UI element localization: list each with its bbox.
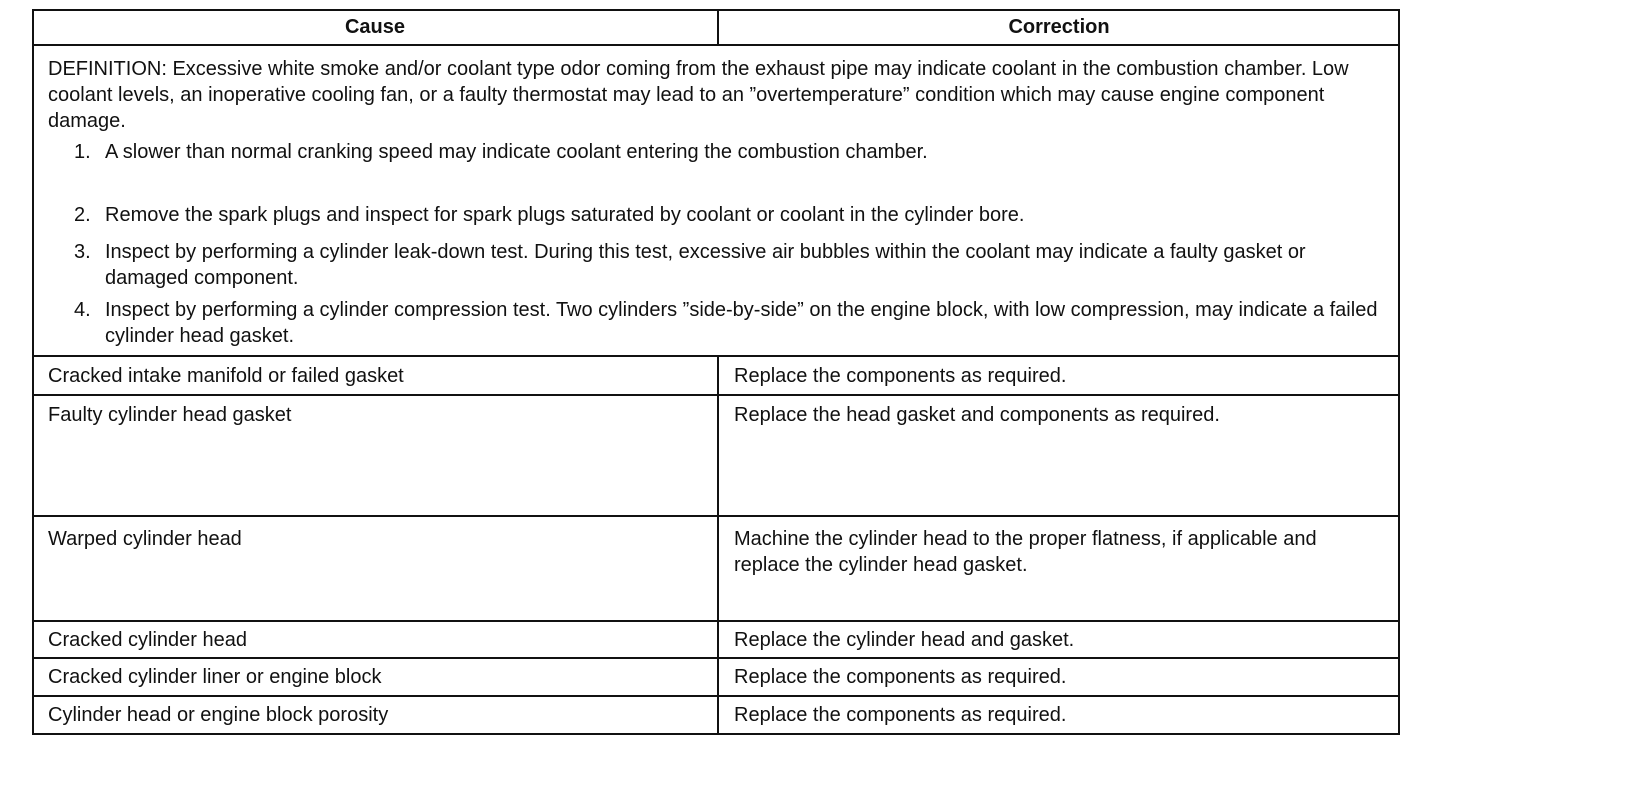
correction-cell: Replace the head gasket and components as required. xyxy=(734,404,1220,426)
cause-cell: Cylinder head or engine block porosity xyxy=(48,704,389,726)
step-text: Remove the spark plugs and inspect for spark plugs saturated by coolant or coolant in the cylinder bore. xyxy=(105,204,1025,226)
list-item xyxy=(74,297,1394,349)
correction-cell: Replace the components as required. xyxy=(734,666,1067,688)
header-divider xyxy=(717,9,719,45)
correction-cell: Replace the components as required. xyxy=(734,365,1067,387)
cause-cell: Cracked cylinder head xyxy=(48,629,247,651)
step-text: Inspect by performing a cylinder leak-down test. During this test, excessive air bubbles within the coolant may indicate a faulty gasket or damaged component. xyxy=(105,241,1306,289)
cause-cell: Warped cylinder head xyxy=(48,528,242,550)
list-item xyxy=(74,239,1394,291)
cause-cell: Cracked cylinder liner or engine block xyxy=(48,666,382,688)
step-text: A slower than normal cranking speed may indicate coolant entering the combustion chamber. xyxy=(105,141,928,163)
step-number: 3. xyxy=(74,241,91,263)
cause-cell: Faulty cylinder head gasket xyxy=(48,404,292,426)
header-correction: Correction xyxy=(1008,16,1110,38)
diagnosis-table xyxy=(32,9,1400,735)
definition-text: DEFINITION: Excessive white smoke and/or coolant type odor coming from the exhaust pipe may indicate coolant in the combustion chamber. Low coolant levels, an inoperative cooling fan, or a faulty thermostat may lead to an ”overtemperature” condition which may cause engine component damage. xyxy=(48,58,1349,132)
step-number: 4. xyxy=(74,299,91,321)
list-item xyxy=(74,202,1394,228)
step-number: 1. xyxy=(74,141,91,163)
list-item xyxy=(74,139,1394,165)
step-number: 2. xyxy=(74,204,91,226)
correction-cell: Replace the components as required. xyxy=(734,704,1067,726)
cause-cell: Cracked intake manifold or failed gasket xyxy=(48,365,404,387)
header-cause: Cause xyxy=(344,16,406,38)
correction-cell: Machine the cylinder head to the proper flatness, if applicable and replace the cylinder head gasket. xyxy=(734,528,1317,576)
step-text: Inspect by performing a cylinder compression test. Two cylinders ”side-by-side” on the engine block, with low compression, may indicate a failed cylinder head gasket. xyxy=(105,299,1378,347)
header-rule xyxy=(32,44,1400,46)
correction-cell: Replace the cylinder head and gasket. xyxy=(734,629,1075,651)
